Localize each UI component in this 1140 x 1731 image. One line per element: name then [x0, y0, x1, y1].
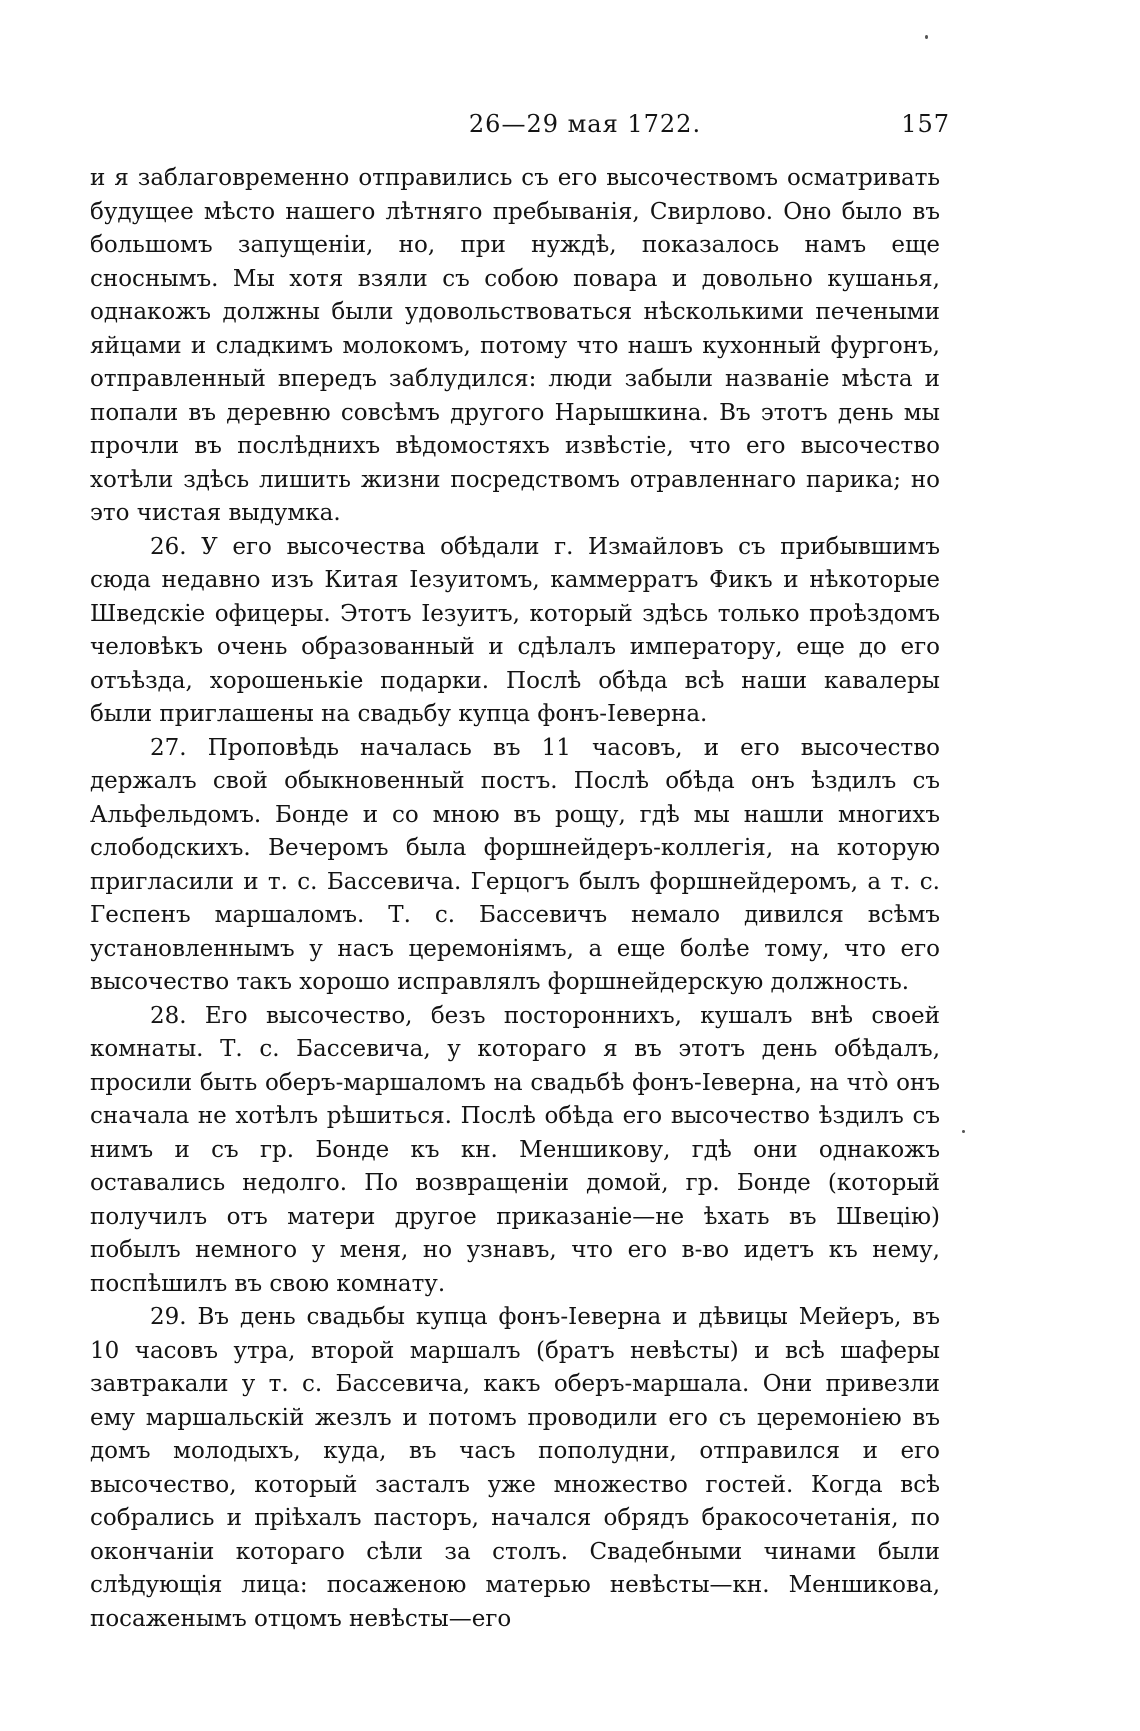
paragraph-entry-26: 26. У его высочества обѣдали г. Измайловъ съ прибывшимъ сюда недавно изъ Китая Іезуитомъ, каммерратъ Фикъ и нѣкоторые Шведскіе офицеры. Этотъ Іезуитъ, который здѣсь только проѣздомъ человѣкъ очень образованный и сдѣлалъ императору, еще до его отъѣзда, хорошенькіе подарки. Послѣ обѣда всѣ наши кавалеры были приглашены на свадьбу купца фонъ-Іеверна. — [90, 533, 940, 727]
scan-speck — [962, 1130, 965, 1133]
page-number: 157 — [901, 110, 950, 138]
header-title: 26—29 мая 1722. — [468, 110, 702, 138]
paragraph-entry-28: 28. Его высочество, безъ постороннихъ, кушалъ внѣ своей комнаты. Т. с. Бассевича, у котораго я въ этотъ день обѣдалъ, просили быть оберъ-маршаломъ на свадьбѣ фонъ-Іеверна, на чтò онъ сначала не хотѣлъ рѣшиться. Послѣ обѣда его высочество ѣздилъ съ нимъ и съ гр. Бонде къ кн. Меншикову, гдѣ они однакожъ оставались недолго. По возвращеніи домой, гр. Бонде (который получилъ отъ матери другое приказаніе—не ѣхать въ Швецію) побылъ немного у меня, но узнавъ, что его в-во идетъ къ нему, поспѣшилъ въ свою комнату. — [90, 1002, 940, 1297]
running-header — [220, 110, 950, 150]
paragraph-continuation: и я заблаговременно отправились съ его высочествомъ осматривать будущее мѣсто нашего лѣтняго пребыванія, Свирлово. Оно было въ большомъ запущеніи, но, при нуждѣ, показалось намъ еще сноснымъ. Мы хотя взяли съ собою повара и довольно кушанья, однакожъ должны были удовольствоваться нѣсколькими печеными яйцами и сладкимъ молокомъ, потому что нашъ кухонный фургонъ, отправленный впередъ заблудился: люди забыли названіе мѣста и попали въ деревню совсѣмъ другого Нарышкина. Въ этотъ день мы прочли въ послѣднихъ вѣдомостяхъ извѣстіе, что его высочество хотѣли здѣсь лишить жизни посредствомъ отравленнаго парика; но это чистая выдумка. — [90, 165, 940, 526]
paragraph-entry-29: 29. Въ день свадьбы купца фонъ-Іеверна и дѣвицы Мейеръ, въ 10 часовъ утра, второй маршалъ (братъ невѣсты) и всѣ шаферы завтракали у т. с. Бассевича, какъ оберъ-маршала. Они привезли ему маршальскій жезлъ и потомъ проводили его съ церемоніею въ домъ молодыхъ, куда, въ часъ пополудни, отправился и его высочество, который засталъ уже множество гостей. Когда всѣ собрались и пріѣхалъ пасторъ, начался обрядъ бракосочетанія, по окончаніи котораго сѣли за столъ. Свадебными чинами были слѣдующія лица: посаженою матерью невѣсты—кн. Меншикова, посаженымъ отцомъ невѣсты—его — [90, 1304, 940, 1632]
paragraph-entry-27: 27. Проповѣдь началась въ 11 часовъ, и его высочество держалъ свой обыкновенный постъ. Послѣ обѣда онъ ѣздилъ съ Альфельдомъ. Бонде и со мною въ рощу, гдѣ мы нашли многихъ слободскихъ. Вечеромъ была форшнейдеръ-коллегія, на которую пригласили и т. с. Бассевича. Герцогъ былъ форшнейдеромъ, а т. с. Геспенъ маршаломъ. Т. с. Бассевичъ немало дивился всѣмъ установленнымъ у насъ церемоніямъ, а еще болѣе тому, что его высочество такъ хорошо исправлялъ форшнейдерскую должность. — [90, 734, 940, 995]
main-text — [90, 162, 940, 1636]
scan-speck — [925, 35, 928, 39]
